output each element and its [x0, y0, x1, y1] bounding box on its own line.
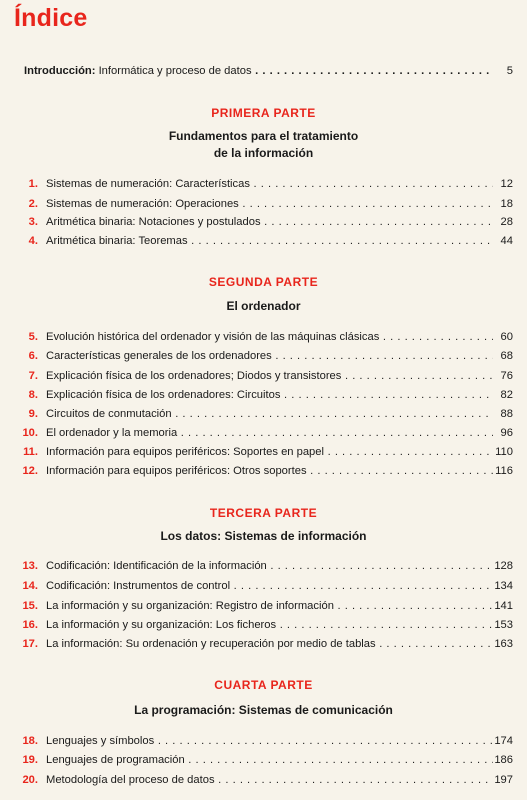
chapter-number: 18. [22, 735, 38, 747]
chapter-number: 13. [22, 560, 38, 572]
page-title: Índice [14, 4, 88, 32]
chapter-number: 17. [22, 638, 38, 650]
page-number: 88 [500, 408, 513, 420]
chapter-title: El ordenador y la memoria . . . [46, 424, 493, 442]
chapter-title: Circuitos de conmutación . . . [46, 405, 493, 423]
page-number: 76 [500, 370, 513, 382]
chapter-number: 12. [22, 465, 38, 477]
intro-text: Informática y proceso de datos [95, 65, 252, 77]
toc-entry[interactable] [0, 635, 527, 653]
intro-label: Introducción: [24, 65, 96, 77]
page-number: 197 [494, 774, 513, 786]
chapter-number: 6. [28, 350, 38, 362]
chapter-number: 20. [22, 774, 38, 786]
page-number: 28 [500, 216, 513, 228]
toc-entry[interactable] [0, 386, 527, 404]
part-subtitle: Los datos: Sistemas de información [160, 529, 367, 543]
page-number: 174 [494, 735, 513, 747]
toc-entry[interactable] [0, 557, 527, 575]
part-subtitle: La programación: Sistemas de comunicación [134, 703, 393, 717]
part-heading: TERCERA PARTE [209, 506, 318, 520]
chapter-title: Explicación física de los ordenadores; Diodos y transistores . . . [46, 367, 493, 385]
page-number: 141 [494, 600, 513, 612]
chapter-number: 1. [28, 178, 38, 190]
chapter-title: Lenguajes de programación . . . [46, 751, 493, 769]
toc-entry[interactable] [0, 771, 527, 789]
part-subtitle: El ordenador [226, 299, 301, 313]
chapter-title: Codificación: Identificación de la información . . . [46, 557, 493, 575]
chapter-title: La información y su organización: Los ficheros . . . [46, 616, 493, 634]
chapter-number: 11. [23, 446, 38, 458]
part-subtitle: de la información [213, 146, 314, 160]
toc-entry[interactable] [0, 175, 527, 193]
chapter-title: Aritmética binaria: Notaciones y postulados . . . [46, 213, 493, 231]
toc-entry[interactable] [0, 751, 527, 769]
chapter-title: Características generales de los ordenadores . . . [46, 347, 493, 365]
toc-entry[interactable] [0, 577, 527, 595]
page-number: 153 [494, 619, 513, 631]
toc-entry[interactable] [0, 597, 527, 615]
part-heading: PRIMERA PARTE [211, 106, 316, 120]
chapter-number: 3. [28, 216, 38, 228]
toc-entry[interactable] [0, 732, 527, 750]
chapter-number: 5. [28, 331, 38, 343]
toc-entry[interactable] [0, 405, 527, 423]
page-number: 186 [494, 754, 513, 766]
chapter-title: Explicación física de los ordenadores: Circuitos . . . [46, 386, 493, 404]
page-number: 68 [500, 350, 513, 362]
part-heading: SEGUNDA PARTE [208, 275, 319, 289]
chapter-title: Metodología del proceso de datos . . . [46, 771, 493, 789]
chapter-number: 19. [22, 754, 38, 766]
toc-entry[interactable] [0, 347, 527, 365]
chapter-title: La información: Su ordenación y recuperación por medio de tablas . . . [46, 635, 493, 653]
chapter-number: 8. [28, 389, 38, 401]
chapter-title: Aritmética binaria: Teoremas . . . [46, 232, 493, 250]
page-number: 163 [494, 638, 513, 650]
chapter-number: 14. [22, 580, 38, 592]
chapter-number: 15. [22, 600, 38, 612]
chapter-title: Información para equipos periféricos: Soportes en papel . . . [46, 443, 493, 461]
chapter-title: Sistemas de numeración: Características . . . [46, 175, 493, 193]
chapter-number: 4. [28, 235, 38, 247]
chapter-title: Evolución histórica del ordenador y visión de las máquinas clásicas . . . [46, 328, 493, 346]
chapter-title: Sistemas de numeración: Operaciones . . . [46, 195, 493, 213]
chapter-number: 7. [28, 370, 38, 382]
page-number: 12 [500, 178, 513, 190]
part-heading: CUARTA PARTE [214, 678, 313, 692]
page-number: 82 [500, 389, 513, 401]
page-number: 5 [506, 65, 513, 77]
toc-entry[interactable] [0, 443, 527, 461]
page-number: 18 [500, 198, 513, 210]
toc-entry[interactable] [0, 462, 527, 480]
chapter-title: Lenguajes y símbolos . . . [46, 732, 493, 750]
chapter-number: 16. [22, 619, 38, 631]
toc-entry-intro[interactable] [0, 62, 527, 80]
chapter-title: La información y su organización: Registro de información . . . [46, 597, 493, 615]
page-number: 60 [500, 331, 513, 343]
chapter-number: 9. [28, 408, 38, 420]
toc-entry[interactable] [0, 424, 527, 442]
chapter-number: 10. [22, 427, 38, 439]
page-number: 116 [495, 465, 513, 477]
chapter-title: Codificación: Instrumentos de control . . . [46, 577, 493, 595]
toc-entry[interactable] [0, 232, 527, 250]
page-number: 110 [495, 446, 513, 458]
page-number: 134 [494, 580, 513, 592]
page-number: 128 [494, 560, 513, 572]
part-subtitle: Fundamentos para el tratamiento [168, 129, 359, 143]
page-number: 96 [500, 427, 513, 439]
chapter-title: Información para equipos periféricos: Otros soportes . . . [46, 462, 493, 480]
page-number: 44 [500, 235, 513, 247]
toc-entry[interactable] [0, 616, 527, 634]
toc-entry[interactable] [0, 195, 527, 213]
toc-entry[interactable] [0, 213, 527, 231]
chapter-number: 2. [28, 198, 38, 210]
toc-entry[interactable] [0, 328, 527, 346]
toc-entry[interactable] [0, 367, 527, 385]
